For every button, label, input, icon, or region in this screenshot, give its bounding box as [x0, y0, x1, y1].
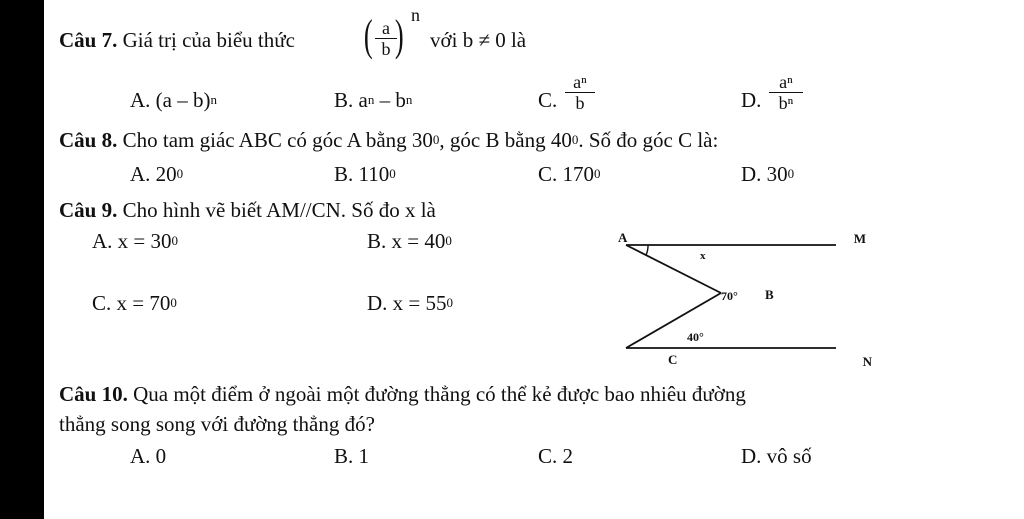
q7-option-c-fraction	[565, 72, 595, 113]
q7-option-b-exp1: n	[367, 92, 375, 107]
q9-option-c-deg: 0	[170, 295, 177, 310]
q7-option-b	[334, 88, 412, 115]
q7-option-a-text: (a – b)	[155, 88, 211, 112]
q9-option-b	[367, 229, 452, 256]
q8-option-a	[130, 162, 183, 189]
q7-option-c-numerator: aⁿ	[573, 72, 587, 92]
q7-option-d-fraction	[769, 72, 803, 113]
q7-exponent: n	[411, 5, 420, 25]
segment-ab	[626, 245, 721, 293]
q9-option-c	[92, 291, 177, 318]
q10-text-line1: Qua một điểm ở ngoài một đường thẳng có thể kẻ được bao nhiêu đường	[133, 382, 746, 406]
q9-text: Cho hình vẽ biết AM//CN. Số đo x là	[122, 198, 436, 222]
q8-stem	[59, 128, 718, 155]
q8-label: Câu 8.	[59, 128, 118, 152]
q9-option-d	[367, 291, 453, 318]
q7-option-a-exp: n	[210, 92, 217, 107]
angle-c-label: 40°	[687, 330, 704, 344]
q8-degree-1: 0	[432, 132, 440, 147]
angle-x-label: x	[700, 250, 706, 262]
q8-option-b-text: B. 110	[334, 162, 390, 186]
angle-x-arc	[646, 245, 648, 255]
q8-option-c-text: C. 170	[538, 162, 595, 186]
q7-text: Giá trị của biểu thức	[122, 28, 295, 52]
angle-b-label: 70°	[721, 289, 738, 303]
q9-option-c-text: C. x = 70	[92, 291, 171, 315]
q10-option-a: A. 0	[130, 444, 167, 468]
q10-label: Câu 10.	[59, 382, 128, 406]
q7-option-b-exp2: n	[405, 92, 413, 107]
q8-option-a-text: A. 20	[130, 162, 177, 186]
q9-option-a	[92, 229, 178, 256]
q7-frac-numerator: a	[382, 18, 390, 38]
q7-option-d-numerator: aⁿ	[779, 72, 793, 92]
point-n-label: N	[862, 354, 872, 369]
q8-option-a-deg: 0	[176, 166, 184, 181]
q7-option-c-label: C.	[538, 88, 558, 112]
q8-text-part1: Cho tam giác ABC có góc A bằng 30	[122, 128, 433, 152]
point-m-label: M	[853, 231, 866, 246]
q8-option-b-deg: 0	[389, 166, 396, 181]
q9-option-a-deg: 0	[171, 233, 179, 248]
q8-option-c-deg: 0	[594, 166, 601, 181]
q8-option-d	[741, 162, 794, 189]
q10-stem-line1	[59, 382, 746, 406]
worksheet-page	[44, 0, 1024, 519]
q7-option-c-denominator: b	[575, 93, 585, 113]
q7-stem	[59, 28, 295, 52]
q8-text-part3: . Số đo góc C là:	[578, 128, 719, 152]
q9-geometry-figure	[604, 228, 872, 374]
segment-bc	[626, 293, 721, 348]
q8-degree-2: 0	[571, 132, 579, 147]
q9-label: Câu 9.	[59, 198, 118, 222]
q9-stem	[59, 198, 436, 222]
q8-text-part2: , góc B bằng 40	[439, 128, 572, 152]
q7-option-d-denominator: bⁿ	[778, 93, 794, 113]
q7-option-b-label: B.	[334, 88, 354, 112]
q7-option-a	[130, 88, 217, 115]
q8-option-d-deg: 0	[787, 166, 795, 181]
q7-condition: với b ≠ 0 là	[430, 28, 527, 52]
q7-option-b-base1: a	[358, 88, 368, 112]
q10-option-d: D. vô số	[741, 444, 812, 468]
q8-option-d-text: D. 30	[741, 162, 788, 186]
q9-option-d-text: D. x = 55	[367, 291, 447, 315]
q7-close-paren: )	[394, 11, 404, 60]
q9-option-a-text: A. x = 30	[92, 229, 172, 253]
q7-label: Câu 7.	[59, 28, 118, 52]
q7-fraction	[375, 18, 397, 59]
point-b-label: B	[765, 287, 774, 302]
point-c-label: C	[668, 352, 678, 367]
q8-option-c	[538, 162, 601, 189]
q7-option-d-label: D.	[741, 88, 762, 112]
q7-open-paren: (	[363, 11, 373, 60]
q7-option-b-base2: – b	[374, 88, 406, 112]
q9-option-d-deg: 0	[446, 295, 454, 310]
q9-option-b-deg: 0	[445, 233, 452, 248]
q9-option-b-text: B. x = 40	[367, 229, 446, 253]
q10-option-c: C. 2	[538, 444, 574, 468]
q8-option-b	[334, 162, 396, 189]
point-a-label: A	[618, 230, 628, 245]
q10-stem-line2: thẳng song song với đường thẳng đó?	[59, 412, 375, 436]
q7-option-a-label: A.	[130, 88, 151, 112]
q10-option-b: B. 1	[334, 444, 370, 468]
q7-frac-denominator: b	[381, 39, 391, 59]
